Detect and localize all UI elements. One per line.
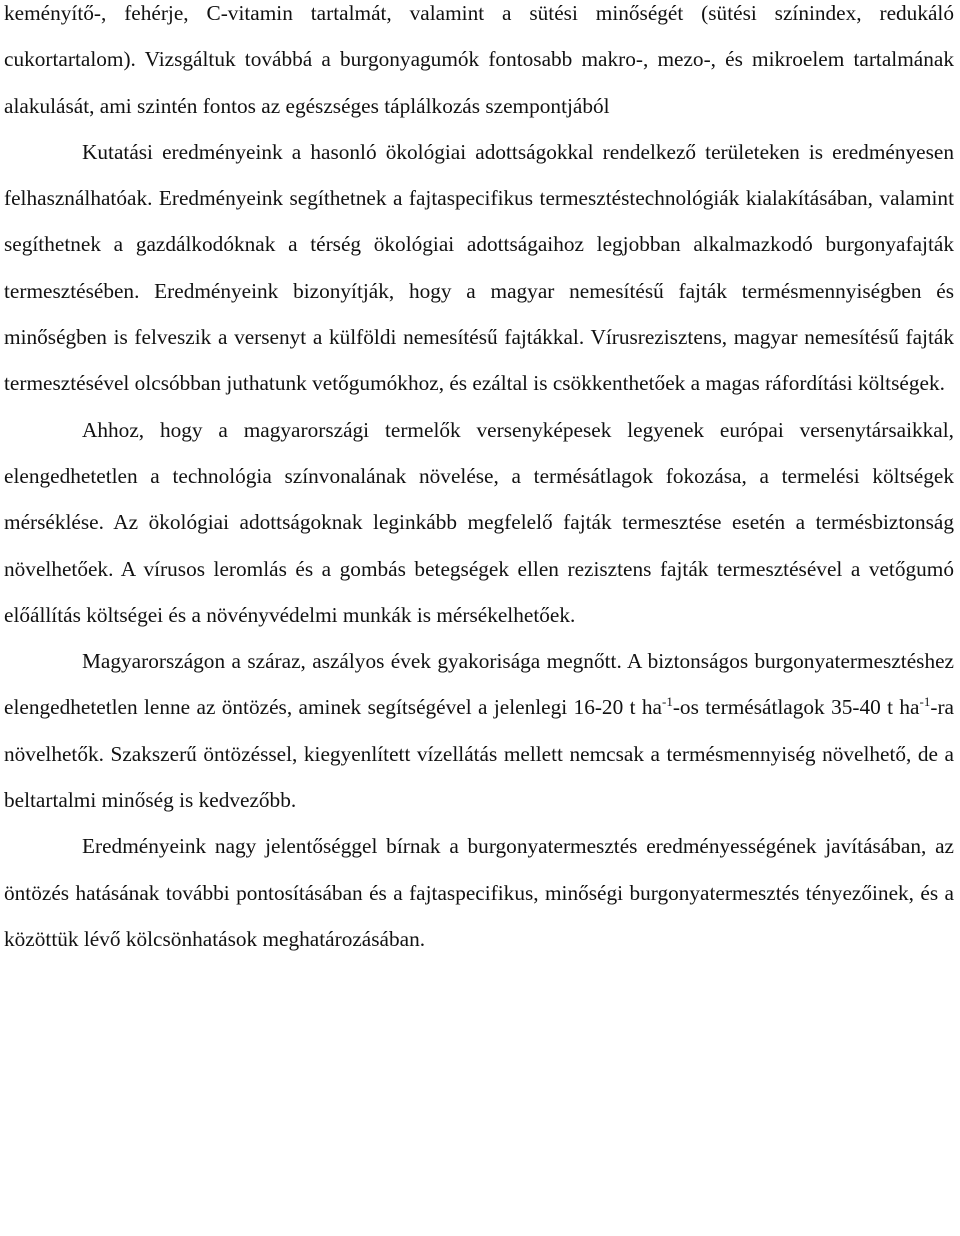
irrigation-text-1: Magyarországon a száraz, aszályos évek gyakorisága megnőtt. A biztonságos burgonyatermesztéshez elengedhetetlen lenne az öntözés, aminek segítségével a jelenlegi 16-20 t ha [4,649,954,720]
paragraph-irrigation [4,638,954,823]
paragraph-competitiveness: Ahhoz, hogy a magyarországi termelők versenyképesek legyenek európai versenytársaikkal, elengedhetetlen a technológia színvonalának növelése, a termésátlagok fokozása, a termelési költségek mérséklése. Az ökológiai adottságoknak leginkább megfelelő fajták termesztése esetén a termésbiztonság növelhetőek. A vírusos leromlás és a gombás betegségek ellen rezisztens fajták termesztésével a vetőgumó előállítás költségei és a növényvédelmi munkák is mérsékelhetőek. [4,417,954,627]
superscript-unit-1: -1 [662,694,673,710]
irrigation-text-3: -ra növelhetők. Szakszerű öntözéssel, kiegyenlített vízellátás mellett nemcsak a termésmennyiség növelhető, de a beltartalmi minőség is kedvezőbb. [4,695,954,813]
paragraph-results-applicability: Kutatási eredményeink a hasonló ökológiai adottságokkal rendelkező területeken is eredményesen felhasználhatóak. Eredményeink segíthetnek a fajtaspecifikus termesztéstechnológiák kialakításában, valamint segíthetnek a gazdálkodóknak a térség ökológiai adottságaihoz legjobban alkalmazkodó burgonyafajták termesztésében. Eredményeink bizonyítják, hogy a magyar nemesítésű fajták termésmennyiségben és minőségben is felveszik a versenyt a külföldi nemesítésű fajtákkal. Vírusrezisztens, magyar nemesítésű fajták termesztésével olcsóbban juthatunk vetőgumókhoz, és ezáltal is csökkenthetőek a magas ráfordítási költségek. [4,139,954,396]
paragraph-significance: Eredményeink nagy jelentőséggel bírnak a burgonyatermesztés eredményességének javításában, az öntözés hatásának további pontosításában és a fajtaspecifikus, minőségi burgonyatermesztés tényezőinek, és a közöttük lévő kölcsönhatások meghatározásában. [4,834,954,951]
irrigation-text-2: -os termésátlagok 35-40 t ha [672,695,920,720]
paragraph-continuation: keményítő-, fehérje, C-vitamin tartalmát, valamint a sütési minőségét (sütési színindex, redukáló cukortartalom). Vizsgáltuk továbbá a burgonyagumók fontosabb makro-, mezo-, és mikroelem tartalmának alakulását, ami szintén fontos az egészséges táplálkozás szempontjából [4,1,954,118]
superscript-unit-2: -1 [919,694,931,710]
